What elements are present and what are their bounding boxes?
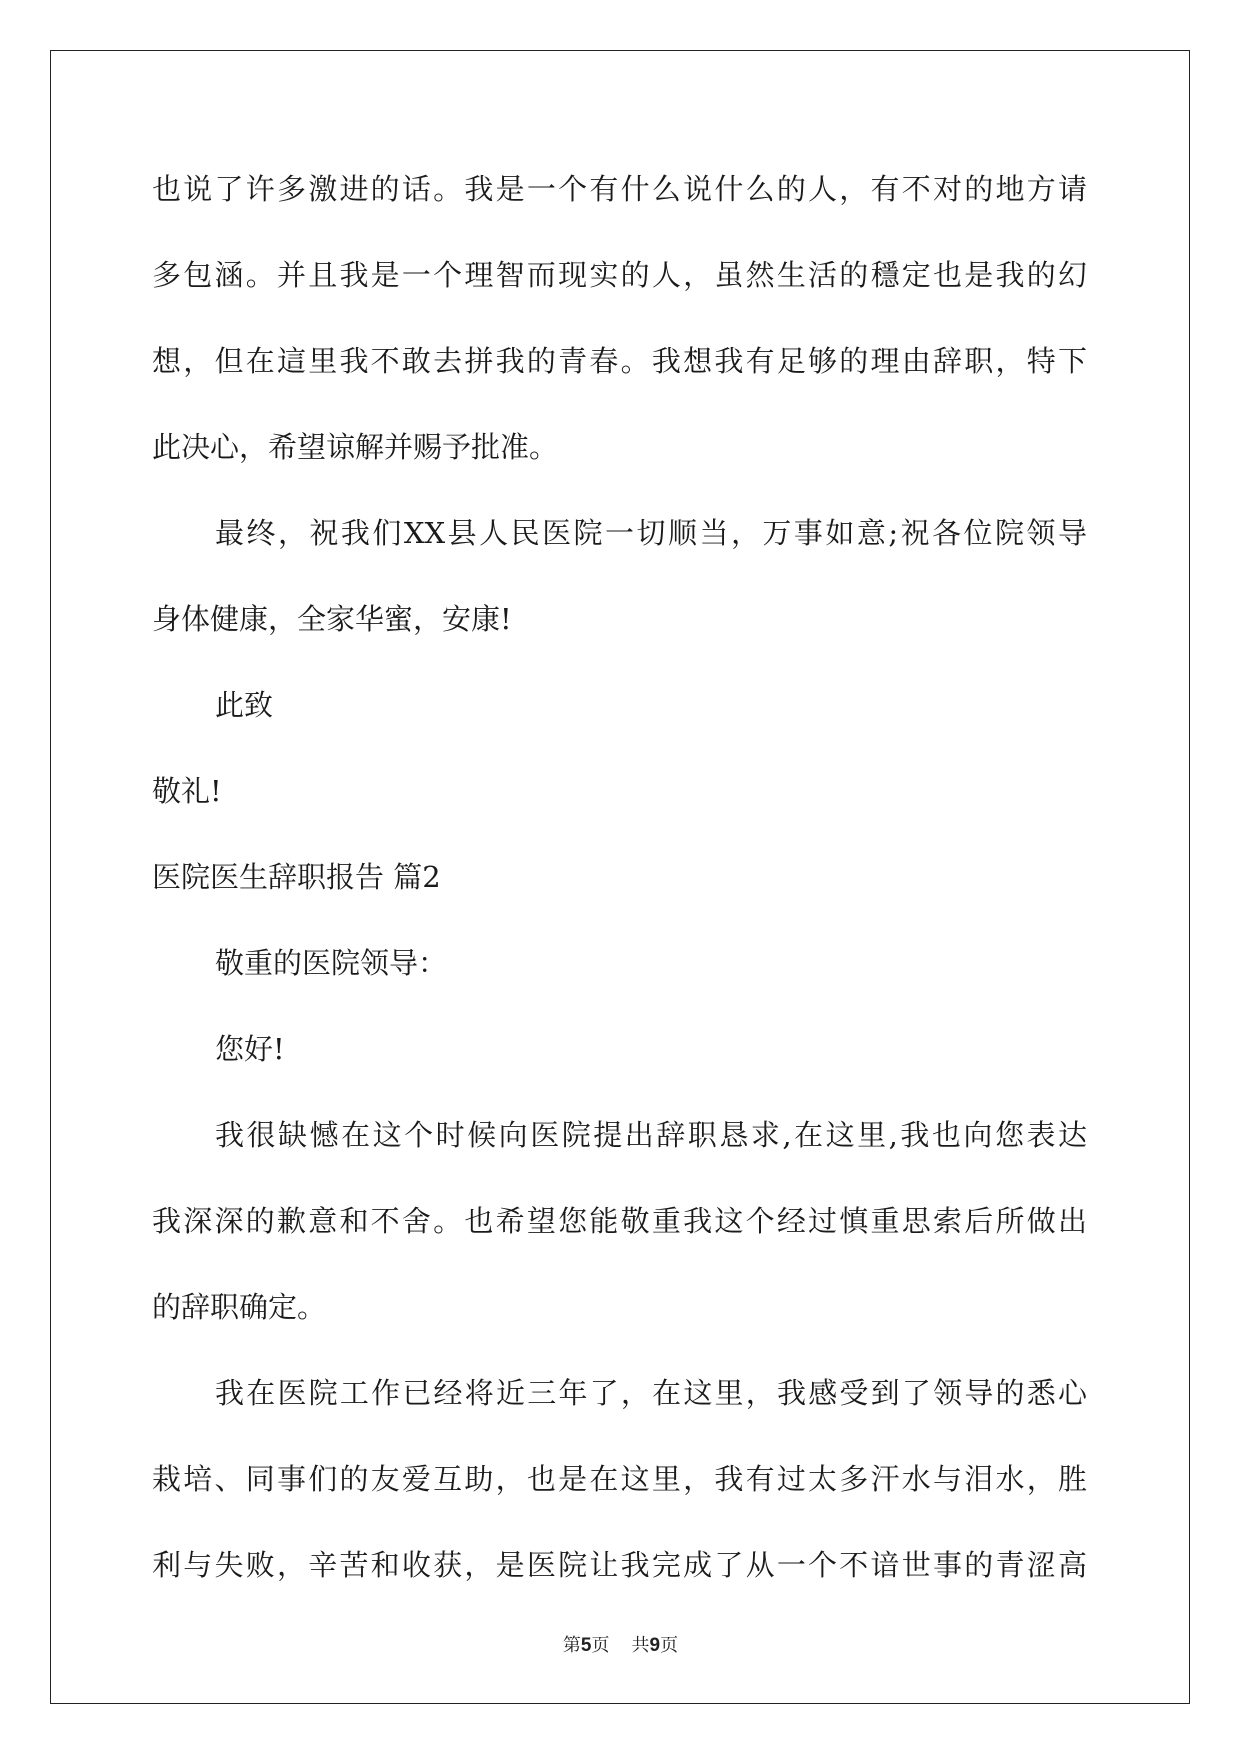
footer-total-unit: 页 — [660, 1635, 679, 1656]
text-line: 也说了许多激进的话。我是一个有什么说什么的人，有不对的地方请 — [152, 172, 1087, 206]
closing-salutation: 此致 — [215, 688, 274, 722]
total-page-count: 9 — [649, 1635, 661, 1656]
text-line: 我深深的歉意和不舍。也希望您能敬重我这个经过慎重思索后所做出 — [152, 1204, 1087, 1238]
letter-salutation: 您好! — [215, 1032, 285, 1066]
letter-greeting: 敬重的医院领导： — [215, 946, 448, 980]
footer-page-unit: 页 — [591, 1635, 610, 1656]
text-line: 利与失败，辛苦和收获，是医院让我完成了从一个不谙世事的青涩高 — [152, 1548, 1087, 1582]
closing-regards: 敬礼! — [152, 774, 222, 808]
section-heading: 医院医生辞职报告 篇2 — [152, 860, 441, 894]
current-page-number: 5 — [580, 1635, 592, 1656]
footer-total-prefix: 共 — [631, 1635, 650, 1656]
text-line: 的辞职确定。 — [152, 1290, 327, 1324]
text-line: 我在医院工作已经将近三年了，在这里，我感受到了领导的悉心 — [215, 1376, 1087, 1410]
text-line: 此决心，希望谅解并赐予批准。 — [152, 430, 559, 464]
text-line: 最终，祝我们XX县人民医院一切顺当，万事如意;祝各位院领导 — [215, 516, 1087, 550]
text-line: 多包涵。并且我是一个理智而现实的人，虽然生活的穩定也是我的幻 — [152, 258, 1087, 292]
text-line: 栽培、同事们的友爱互助，也是在这里，我有过太多汗水与泪水，胜 — [152, 1462, 1087, 1496]
text-line: 我很缺憾在这个时候向医院提出辞职恳求,在这里,我也向您表达 — [215, 1118, 1087, 1152]
text-line: 身体健康，全家华蜜，安康! — [152, 602, 512, 636]
footer-prefix: 第 — [562, 1635, 581, 1656]
page-footer — [0, 1631, 1241, 1657]
text-line: 想，但在這里我不敢去拼我的青春。我想我有足够的理由辞职，特下 — [152, 344, 1087, 378]
